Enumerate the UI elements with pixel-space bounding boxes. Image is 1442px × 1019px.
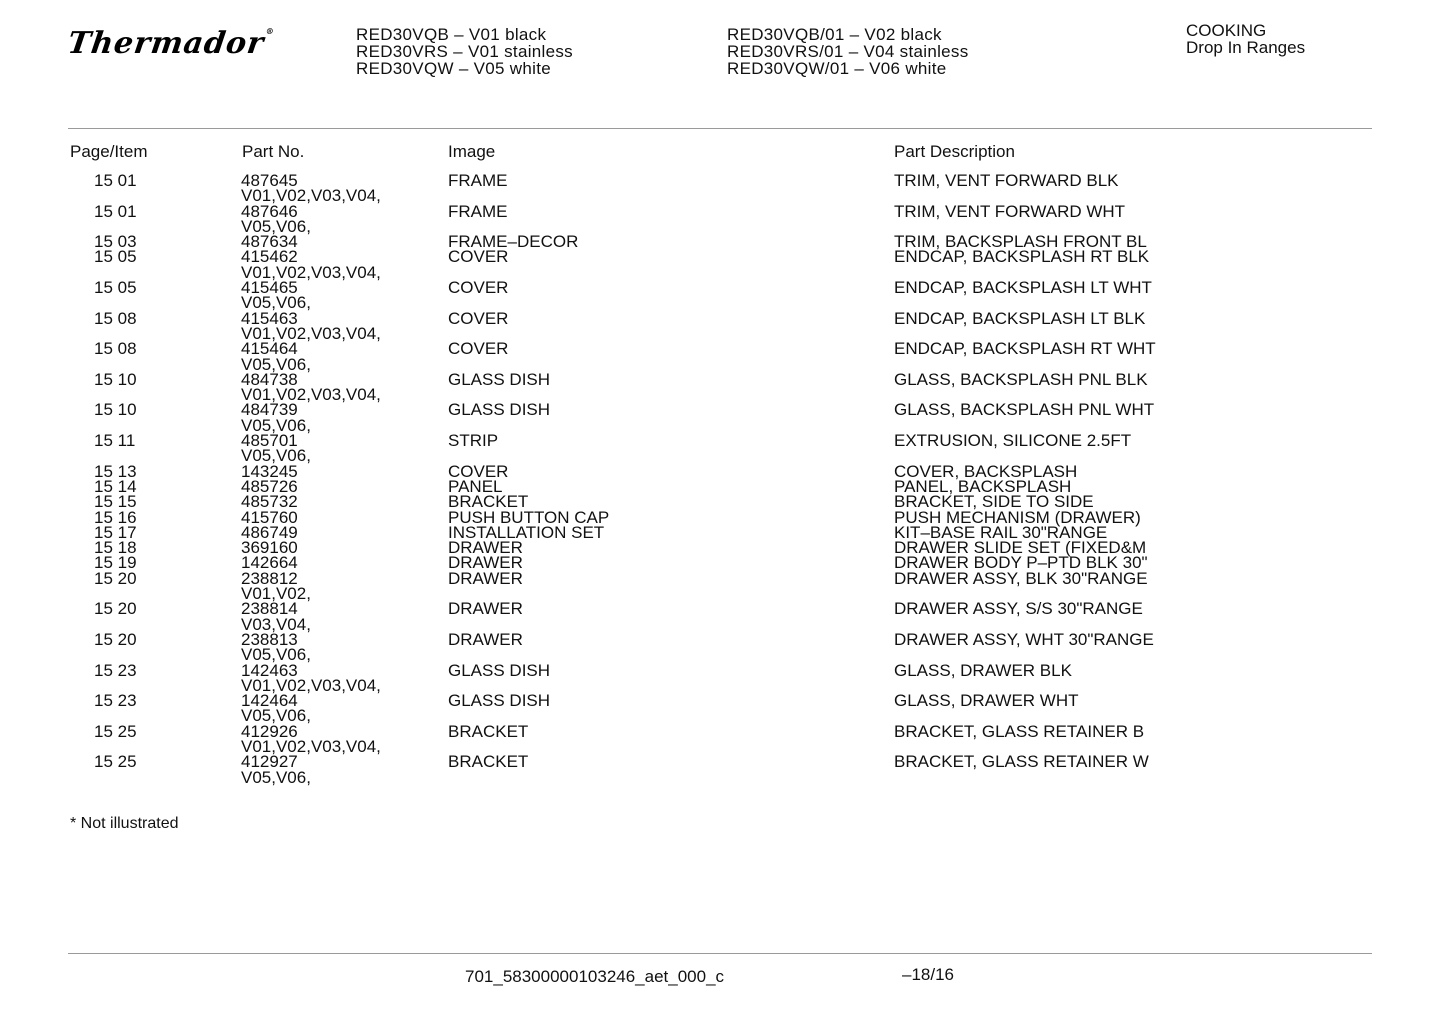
row-variants: V05,V06, — [241, 415, 311, 435]
table-row — [0, 310, 1442, 341]
row-description: DRAWER SLIDE SET (FIXED&M — [894, 538, 1147, 558]
table-row — [0, 629, 1442, 665]
row-image: COVER — [448, 308, 509, 328]
row-image: COVER — [448, 247, 509, 267]
row-image: GLASS DISH — [448, 400, 551, 420]
row-description: TRIM, VENT FORWARD BLK — [894, 171, 1119, 190]
row-part-number: 142464 — [241, 691, 298, 711]
row-description: DRAWER ASSY, BLK 30"RANGE — [894, 568, 1148, 588]
footnote: * Not illustrated — [70, 815, 179, 832]
row-part-number: 369160 — [241, 538, 298, 558]
row-part-number: 486749 — [241, 522, 298, 542]
brand-name: Thermador — [65, 26, 267, 61]
row-image: COVER — [448, 339, 509, 359]
row-part-number: 485726 — [241, 476, 298, 496]
model-list-right — [727, 26, 969, 77]
row-page-item: 15 20 — [94, 629, 137, 649]
table-row — [0, 538, 1442, 558]
table-row — [0, 752, 1442, 787]
row-variants: V05,V06, — [241, 706, 311, 726]
row-page-item: 15 25 — [94, 752, 137, 772]
row-image: BRACKET — [448, 721, 529, 741]
table-row — [0, 171, 1442, 206]
row-image: PUSH BUTTON CAP — [448, 507, 610, 527]
row-image: COVER — [448, 278, 509, 298]
model-line: RED30VRS – V01 stainless — [356, 42, 573, 61]
row-page-item: 15 13 — [94, 461, 137, 481]
row-part-number: 487646 — [241, 201, 298, 221]
registered-mark-icon: ® — [265, 26, 276, 36]
row-description: ENDCAP, BACKSPLASH LT BLK — [894, 308, 1146, 328]
row-part-number: 238814 — [241, 599, 298, 619]
row-part-number: 485732 — [241, 492, 298, 512]
row-page-item: 15 17 — [94, 522, 137, 542]
row-part-number: 484738 — [241, 369, 298, 389]
brand-logo — [66, 26, 276, 61]
table-row — [0, 203, 1442, 234]
row-page-item: 15 16 — [94, 507, 137, 527]
row-part-number: 415462 — [241, 247, 298, 267]
row-page-item: 15 05 — [94, 278, 137, 298]
table-row — [0, 691, 1442, 726]
row-page-item: 15 01 — [94, 171, 137, 190]
table-row — [0, 662, 1442, 693]
row-variants: V01,V02,V03,V04, — [241, 262, 381, 282]
row-part-number: 412926 — [241, 721, 298, 741]
table-row — [0, 431, 1442, 466]
product-category — [1186, 22, 1305, 56]
row-page-item: 15 23 — [94, 660, 137, 680]
table-row — [0, 461, 1442, 481]
footer-divider — [68, 953, 1372, 954]
page-number: –18/16 — [902, 965, 954, 984]
row-part-number: 487634 — [241, 232, 298, 252]
row-page-item: 15 03 — [94, 232, 137, 252]
row-image: STRIP — [448, 431, 499, 451]
table-row — [0, 476, 1442, 496]
row-page-item: 15 05 — [94, 247, 137, 267]
row-part-number: 487645 — [241, 171, 298, 190]
model-line: RED30VRS/01 – V04 stainless — [727, 42, 969, 61]
row-part-number: 415464 — [241, 339, 298, 359]
row-description: BRACKET, GLASS RETAINER W — [894, 752, 1149, 772]
row-description: DRAWER BODY P–PTD BLK 30" — [894, 553, 1148, 573]
row-description: PUSH MECHANISM (DRAWER) — [894, 507, 1141, 527]
row-description: ENDCAP, BACKSPLASH LT WHT — [894, 278, 1152, 298]
table-row — [0, 568, 1442, 604]
row-description: ENDCAP, BACKSPLASH RT WHT — [894, 339, 1156, 359]
row-page-item: 15 23 — [94, 691, 137, 711]
column-header-image: Image — [448, 142, 496, 161]
row-image: BRACKET — [448, 752, 529, 772]
row-description: TRIM, BACKSPLASH FRONT BL — [894, 232, 1147, 252]
row-image: INSTALLATION SET — [448, 522, 605, 542]
table-row — [0, 492, 1442, 512]
row-page-item: 15 25 — [94, 721, 137, 741]
row-page-item: 15 10 — [94, 400, 137, 420]
row-description: TRIM, VENT FORWARD WHT — [894, 201, 1126, 221]
row-image: FRAME — [448, 201, 508, 221]
row-description: PANEL, BACKSPLASH — [894, 476, 1072, 496]
row-description: COVER, BACKSPLASH — [894, 461, 1078, 481]
row-page-item: 15 14 — [94, 476, 137, 496]
table-row — [0, 599, 1442, 634]
row-description: EXTRUSION, SILICONE 2.5FT — [894, 431, 1132, 451]
row-image: GLASS DISH — [448, 691, 551, 711]
row-page-item: 15 01 — [94, 201, 137, 221]
row-page-item: 15 20 — [94, 599, 137, 619]
table-row — [0, 369, 1442, 405]
row-description: GLASS, DRAWER BLK — [894, 660, 1072, 680]
row-part-number: 485701 — [241, 431, 298, 451]
row-description: GLASS, DRAWER WHT — [894, 691, 1079, 711]
row-page-item: 15 18 — [94, 538, 137, 558]
row-variants: V01,V02, — [241, 584, 311, 604]
row-image: DRAWER — [448, 568, 523, 588]
table-row — [0, 339, 1442, 374]
row-variants: V01,V02,V03,V04, — [241, 385, 381, 405]
row-image: DRAWER — [448, 538, 523, 558]
table-row — [0, 400, 1442, 435]
row-variants: V05,V06, — [241, 446, 311, 466]
row-image: DRAWER — [448, 553, 523, 573]
row-description: BRACKET, GLASS RETAINER B — [894, 721, 1145, 741]
row-part-number: 142664 — [241, 553, 298, 573]
row-image: DRAWER — [448, 599, 523, 619]
document-code: 701_58300000103246_aet_000_c — [465, 967, 725, 986]
row-part-number: 484739 — [241, 400, 298, 420]
row-page-item: 15 15 — [94, 492, 137, 512]
row-image: FRAME — [448, 171, 508, 190]
row-description: GLASS, BACKSPLASH PNL WHT — [894, 400, 1155, 420]
model-line: RED30VQW – V05 white — [356, 59, 551, 78]
row-page-item: 15 19 — [94, 553, 137, 573]
row-variants: V05,V06, — [241, 645, 311, 665]
row-part-number: 415760 — [241, 507, 298, 527]
table-row — [0, 723, 1442, 754]
parts-table — [0, 171, 1442, 787]
category-line: COOKING — [1186, 21, 1267, 40]
row-description: DRAWER ASSY, S/S 30"RANGE — [894, 599, 1143, 619]
header-divider — [68, 128, 1372, 129]
row-part-number: 238812 — [241, 568, 298, 588]
table-row — [0, 522, 1442, 542]
model-line: RED30VQW/01 – V06 white — [727, 59, 947, 78]
row-description: DRAWER ASSY, WHT 30"RANGE — [894, 629, 1154, 649]
model-list-left — [356, 26, 573, 77]
row-image: BRACKET — [448, 492, 529, 512]
row-page-item: 15 08 — [94, 308, 137, 328]
row-part-number: 143245 — [241, 461, 298, 481]
row-description: GLASS, BACKSPLASH PNL BLK — [894, 369, 1148, 389]
column-header-description: Part Description — [894, 142, 1015, 161]
row-image: GLASS DISH — [448, 660, 551, 680]
table-row — [0, 232, 1442, 252]
row-image: COVER — [448, 461, 509, 481]
row-part-number: 142463 — [241, 660, 298, 680]
row-variants: V01,V02,V03,V04, — [241, 323, 381, 343]
row-variants: V05,V06, — [241, 767, 311, 787]
row-page-item: 15 11 — [94, 431, 136, 451]
row-description: BRACKET, SIDE TO SIDE — [894, 492, 1094, 512]
row-image: DRAWER — [448, 629, 523, 649]
column-header-part: Part No. — [242, 142, 305, 161]
row-part-number: 415465 — [241, 278, 298, 298]
row-page-item: 15 10 — [94, 369, 137, 389]
table-row — [0, 507, 1442, 527]
row-page-item: 15 20 — [94, 568, 137, 588]
row-part-number: 415463 — [241, 308, 298, 328]
row-part-number: 238813 — [241, 629, 298, 649]
row-variants: V01,V02,V03,V04, — [241, 186, 381, 206]
column-header-item: Page/Item — [70, 142, 148, 161]
row-variants: V05,V06, — [241, 293, 311, 313]
row-variants: V05,V06, — [241, 216, 311, 236]
table-row — [0, 247, 1442, 282]
row-image: GLASS DISH — [448, 369, 551, 389]
row-image: FRAME–DECOR — [448, 232, 579, 252]
row-part-number: 412927 — [241, 752, 298, 772]
row-variants: V01,V02,V03,V04, — [241, 675, 381, 695]
model-line: RED30VQB/01 – V02 black — [727, 25, 942, 44]
row-variants: V05,V06, — [241, 354, 311, 374]
row-variants: V03,V04, — [241, 614, 311, 634]
table-row — [0, 553, 1442, 573]
category-line: Drop In Ranges — [1186, 38, 1306, 57]
model-line: RED30VQB – V01 black — [356, 25, 547, 44]
row-description: KIT–BASE RAIL 30"RANGE — [894, 522, 1108, 542]
row-page-item: 15 08 — [94, 339, 137, 359]
row-description: ENDCAP, BACKSPLASH RT BLK — [894, 247, 1150, 267]
table-row — [0, 278, 1442, 313]
row-variants: V01,V02,V03,V04, — [241, 736, 381, 756]
row-image: PANEL — [448, 476, 503, 496]
